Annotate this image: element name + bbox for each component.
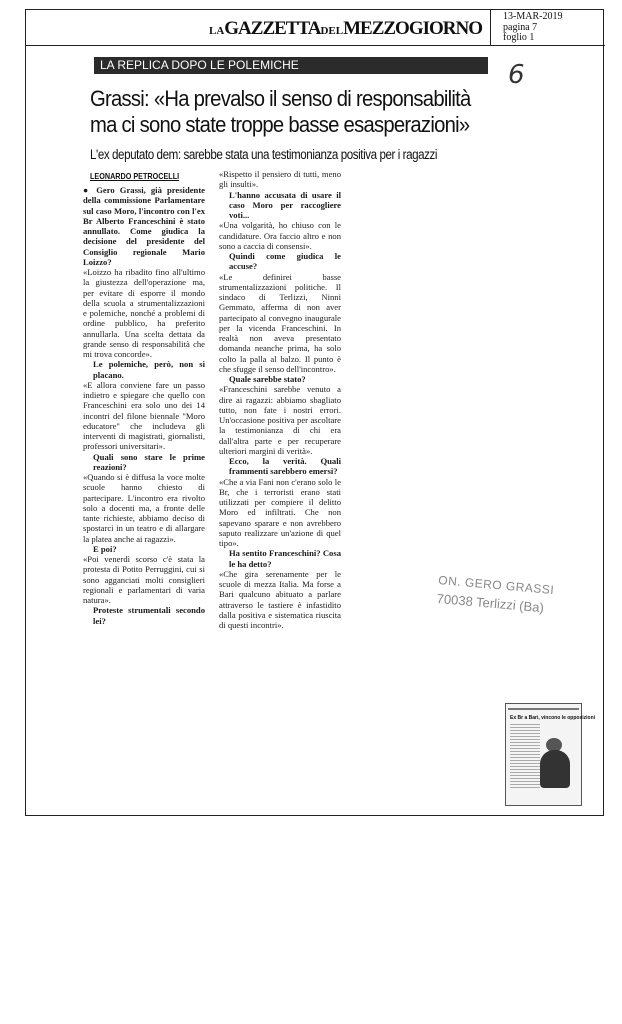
interview-answer: «E allora conviene fare un passo indietro e spiegare che quello con Franceschini era solo uno dei 14 incontri del filone biennale "Moro educatore" che includeva gli interventi di magistrati, giornalisti, professori universitari». xyxy=(83,379,205,452)
interview-question: Ecco, la verità. Quali frammenti sarebbero emersi? xyxy=(229,456,341,477)
thumbnail-title: Ex Br a Bari, vincono le opposizioni xyxy=(510,715,596,721)
address-stamp xyxy=(436,573,578,618)
interview-question: Quindi come giudica le accuse? xyxy=(229,251,341,272)
clipping-sheet-number: foglio 1 xyxy=(503,32,535,43)
interview-lead-question: ● Gero Grassi, già presidente della commissione Parlamentare sul caso Moro, l'incontro con l'ex Br Alberto Franceschini è stato annullato. Come giudica la decisione del presidente del Consiglio regionale Mario Loizzo? xyxy=(83,185,205,267)
handwritten-mark: 6 xyxy=(508,60,525,90)
page-thumbnail xyxy=(505,703,596,806)
logo-mid: DEL xyxy=(320,25,344,37)
thumbnail-photo xyxy=(540,750,570,788)
interview-answer: «Loizzo ha ribadito fino all'ultimo la giustezza dell'operazione ma, per evitare di esporre il mondo della scuola a strumentalizzazioni e polemiche, nonché a problemi di ordine pubblico, ha preferito annullarla. Una scelta dettata da grande senso di responsabilità che mi trova concorde». xyxy=(83,267,205,359)
interview-question: Quale sarebbe stato? xyxy=(229,374,306,384)
clipping-meta xyxy=(490,10,605,46)
interview-answer: «Una volgarità, ho chiuso con le candidature. Ora faccio altro e non sono a caccia di consensi». xyxy=(219,220,341,251)
clipping-date: 13-MAR-2019 xyxy=(503,11,563,22)
article-byline: LEONARDO PETROCELLI xyxy=(90,171,180,181)
interview-question: Proteste strumentali secondo lei? xyxy=(93,605,205,626)
stamp-address: 70038 Terlizzi (Ba) xyxy=(436,590,545,616)
masthead xyxy=(26,10,605,46)
section-banner: LA REPLICA DOPO LE POLEMICHE xyxy=(94,57,488,74)
interview-question: E poi? xyxy=(93,543,117,554)
interview-question: Ha sentito Franceschini? Cosa le ha detto? xyxy=(229,548,341,569)
logo-main-a: GAZZETTA xyxy=(224,18,321,39)
thumbnail-masthead-bar xyxy=(508,708,579,710)
interview-answer: «Franceschini sarebbe venuto a dire ai ragazzi: abbiamo sbagliato tutto, non fate i nostri errori. Un'occasione positiva per ascoltare la testimonianza di chi era dall'altra parte e per recuperare ulteriori margini di verità». xyxy=(219,384,341,456)
stamp-name: ON. GERO GRASSI xyxy=(437,573,555,598)
interview-answer: «Le definirei basse strumentalizzazioni politiche. Il sindaco di Terlizzi, Ninni Gemmato, afferma di non aver partecipato al convegno inaugurale per la vicenda Franceschini. In realtà non aveva presentato domanda neanche prima, ha solo colto la palla al balzo. Il punto è che sfugge il senso dell'incontro». xyxy=(219,271,341,374)
article-column-1 xyxy=(83,185,205,626)
article-headline: Grassi: «Ha prevalso il senso di responsabilità ma ci sono state troppe basse esasperazioni» xyxy=(90,86,471,137)
article-subtitle: L'ex deputato dem: sarebbe stata una testimonianza positiva per i ragazzi xyxy=(90,147,438,162)
interview-answer: «Rispetto il pensiero di tutti, meno gli insulti». xyxy=(219,169,341,190)
article-column-2 xyxy=(219,169,341,630)
clipping-sheet xyxy=(25,9,604,816)
interview-question: L'hanno accusata di usare il caso Moro per raccogliere voti... xyxy=(229,189,341,220)
logo-prefix: LA xyxy=(209,25,225,37)
interview-answer: «Che a via Fani non c'erano solo le Br, che i terroristi erano stati utilizzati per compiere il delitto Moro ed infiltrati. Che non sapevano sparare e non avrebbero saputo realizzare un'azione di quel tipo». xyxy=(219,476,341,548)
interview-answer: «Poi venerdì scorso c'è stata la protesta di Potito Perruggini, cui si sono agganciati molti consiglieri regionali e parlamentari di varia natura». xyxy=(83,554,205,605)
interview-question: Le polemiche, però, non si placano. xyxy=(93,359,205,380)
logo-main-b: MEZZOGIORNO xyxy=(343,18,482,39)
interview-answer: «Quando si è diffusa la voce molte scuole hanno chiesto di partecipare. L'incontro era rivolto solo a docenti ma, a fronte delle tante richieste, abbiamo deciso di spostarci in un teatro e di allargare la platea anche ai ragazzi». xyxy=(83,472,205,544)
newspaper-logo xyxy=(209,18,482,40)
clipping-page: pagina 7 xyxy=(503,21,538,33)
thumbnail-text-lines xyxy=(510,724,540,790)
interview-question: Quali sono stare le prime reazioni? xyxy=(93,451,205,472)
interview-answer: «Che gira serenamente per le scuole di mezza Italia. Ma forse a Bari qualcuno abituato a parlare attraverso le tastiere è infastidito dalla positiva e sistematica riuscita di questi incontri». xyxy=(219,568,341,630)
